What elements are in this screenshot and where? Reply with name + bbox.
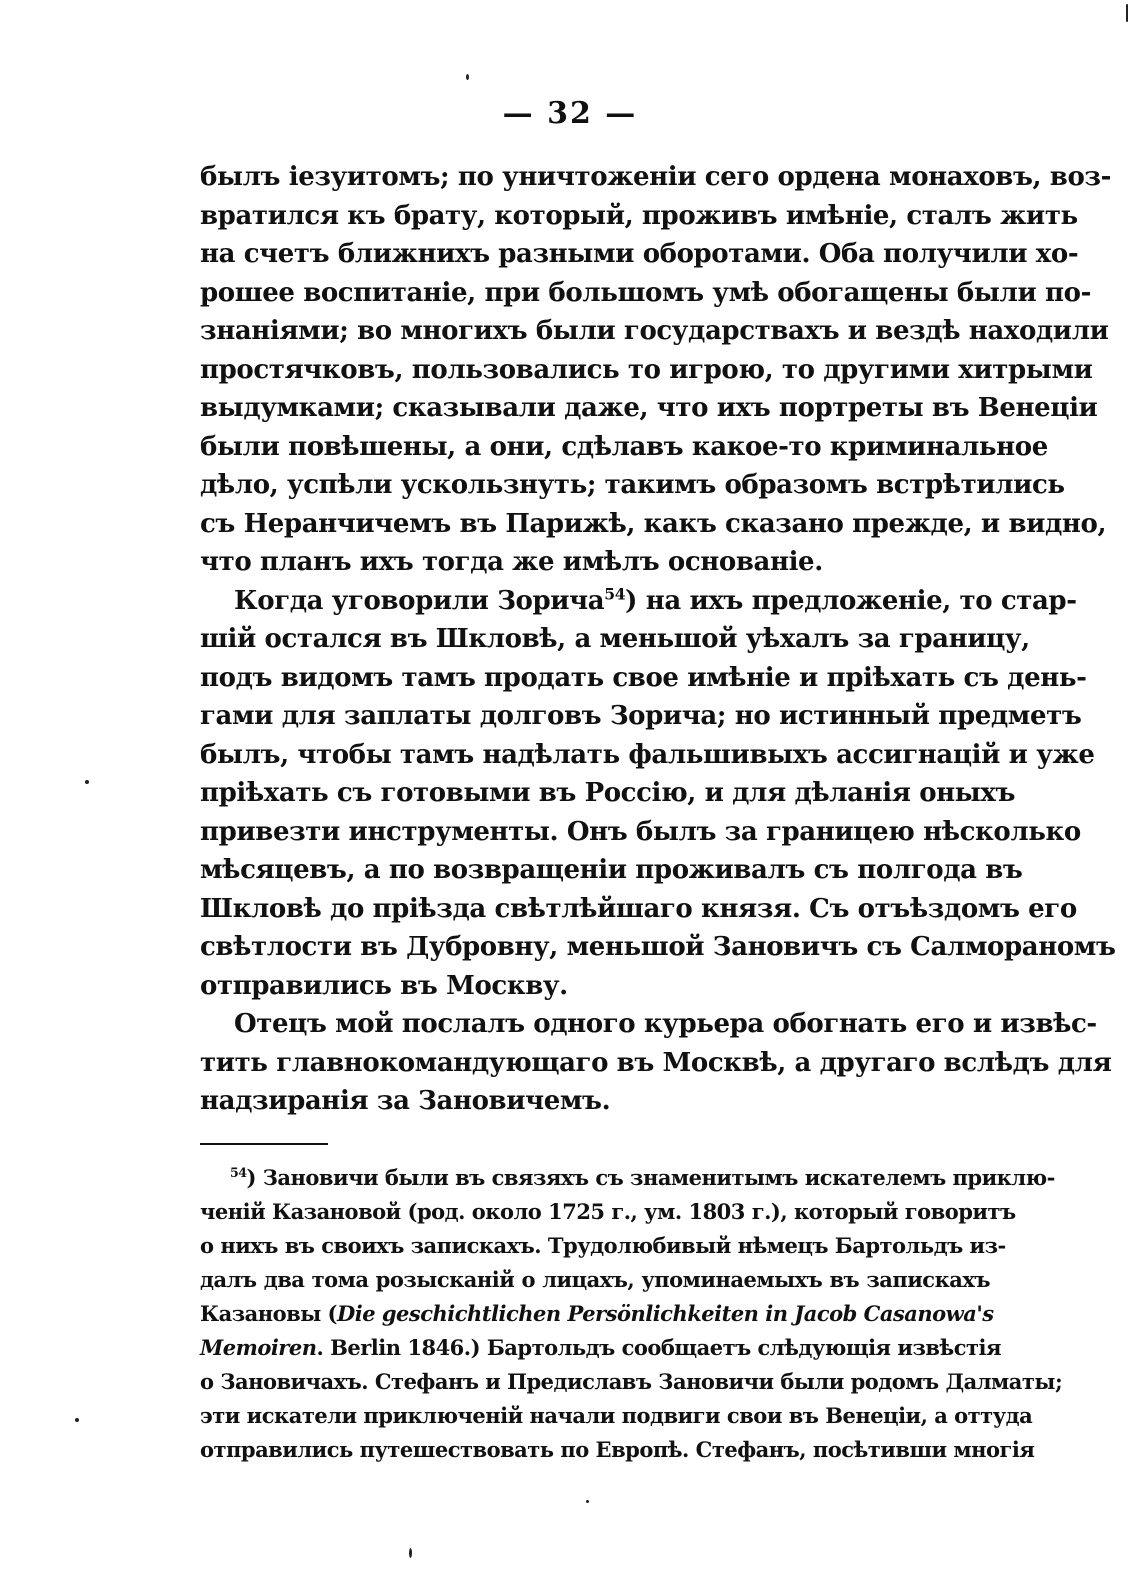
- footnote-mark: 54: [230, 1165, 247, 1180]
- paragraph-2: [200, 582, 1116, 1006]
- text-line: гами для заплаты долговъ Зорича; но истинный предметъ: [200, 701, 1082, 731]
- scan-speck: [75, 1418, 79, 1422]
- footnote-line: отправились путешествовать по Европѣ. Стефанъ, посѣтивши многія: [200, 1437, 1035, 1462]
- footnote-line: о Зановичахъ. Стефанъ и Предиславъ Зановичи были родомъ Далматы;: [200, 1369, 1063, 1394]
- page-number: — 32 —: [502, 96, 638, 131]
- scan-speck: [466, 74, 469, 80]
- text-line: Когда уговорили Зорича$^{54}$) на ихъ предложеніе, то стар-: [234, 583, 1077, 616]
- footnote-line: Казановы (Die geschichtlichen Persönlichkeiten in Jacob Casanowa's: [200, 1301, 994, 1326]
- scan-speck: [409, 1548, 412, 1558]
- text-line: дѣло, успѣли ускользнуть; такимъ образомъ встрѣтились: [200, 470, 1065, 500]
- footnote-line: эти искатели приключеній начали подвиги свои въ Венеціи, а оттуда: [200, 1403, 1033, 1428]
- text-line: мѣсяцевъ, а по возвращеніи проживалъ съ полгода въ: [200, 855, 1023, 885]
- paragraph-1: [200, 158, 1111, 582]
- footnote-divider: [200, 1143, 328, 1145]
- text-line: рошее воспитаніе, при большомъ умѣ обогащены были по-: [200, 277, 1091, 308]
- text-line: на счетъ ближнихъ разными оборотами. Оба получили хо-: [200, 239, 1079, 269]
- footnote-54: [200, 1161, 1063, 1467]
- text-line: Отецъ мой послалъ одного курьера обогнать его и извѣс-: [234, 1009, 1097, 1039]
- text-line: что планъ ихъ тогда же имѣлъ основаніе.: [200, 547, 823, 577]
- text-line: привезти инструменты. Онъ былъ за границею нѣсколько: [200, 816, 1081, 847]
- footnote-line: $^{54}$) Зановичи были въ связяхъ съ знаменитымъ искателемъ приклю-: [230, 1165, 1055, 1190]
- text-line: пріѣхать съ готовыми въ Россію, и для дѣланія оныхъ: [200, 778, 1016, 808]
- text-line: вратился къ брату, который, проживъ имѣніе, сталъ жить: [200, 200, 1078, 231]
- text-line: Шкловѣ до пріѣзда свѣтлѣйшаго князя. Съ отъѣздомъ его: [200, 893, 1077, 924]
- main-text: [200, 158, 1116, 1121]
- text-line: съ Неранчичемъ въ Парижѣ, какъ сказано прежде, и видно,: [200, 508, 1107, 539]
- footnote-line: далъ два тома розысканій о лицахъ, упоминаемыхъ въ запискахъ: [200, 1267, 990, 1292]
- footnote-line: Memoiren. Berlin 1846.) Бартольдъ сообщаетъ слѣдующія извѣстія: [200, 1335, 1001, 1360]
- text-line: свѣтлости въ Дубровну, меньшой Зановичъ съ Салмораномъ: [200, 932, 1116, 962]
- footnote-line: о нихъ въ своихъ запискахъ. Трудолюбивый нѣмецъ Бартольдъ из-: [200, 1233, 1006, 1258]
- text-line: былъ іезуитомъ; по уничтоженіи сего ордена монаховъ, воз-: [200, 162, 1111, 192]
- scan-speck: [1126, 4, 1128, 22]
- text-line: выдумками; сказывали даже, что ихъ портреты въ Венеціи: [200, 393, 1098, 423]
- footnote-reference[interactable]: 54: [604, 583, 626, 603]
- scan-speck: [85, 780, 89, 784]
- text-line: простячковъ, пользовались то игрою, то другими хитрыми: [200, 354, 1093, 385]
- text-line: знаніями; во многихъ были государствахъ и вездѣ находили: [200, 316, 1109, 346]
- text-line: отправились въ Москву.: [200, 970, 568, 1001]
- text-line: были повѣшены, а они, сдѣлавъ какое-то криминальное: [200, 431, 1048, 462]
- scan-speck: [586, 1500, 589, 1503]
- text-line: надзиранія за Зановичемъ.: [200, 1086, 611, 1116]
- text-line: тить главнокомандующаго въ Москвѣ, а другаго вслѣдъ для: [200, 1047, 1112, 1078]
- paragraph-3: [200, 1005, 1112, 1121]
- text-line: подъ видомъ тамъ продать свое имѣніе и пріѣхать съ день-: [200, 662, 1087, 693]
- footnote-line: ченій Казановой (род. около 1725 г., ум. 1803 г.), который говоритъ: [200, 1199, 1016, 1224]
- text-line: шій остался въ Шкловѣ, а меньшой уѣхалъ за границу,: [200, 624, 1030, 654]
- text-line: былъ, чтобы тамъ надѣлать фальшивыхъ ассигнацій и уже: [200, 739, 1095, 770]
